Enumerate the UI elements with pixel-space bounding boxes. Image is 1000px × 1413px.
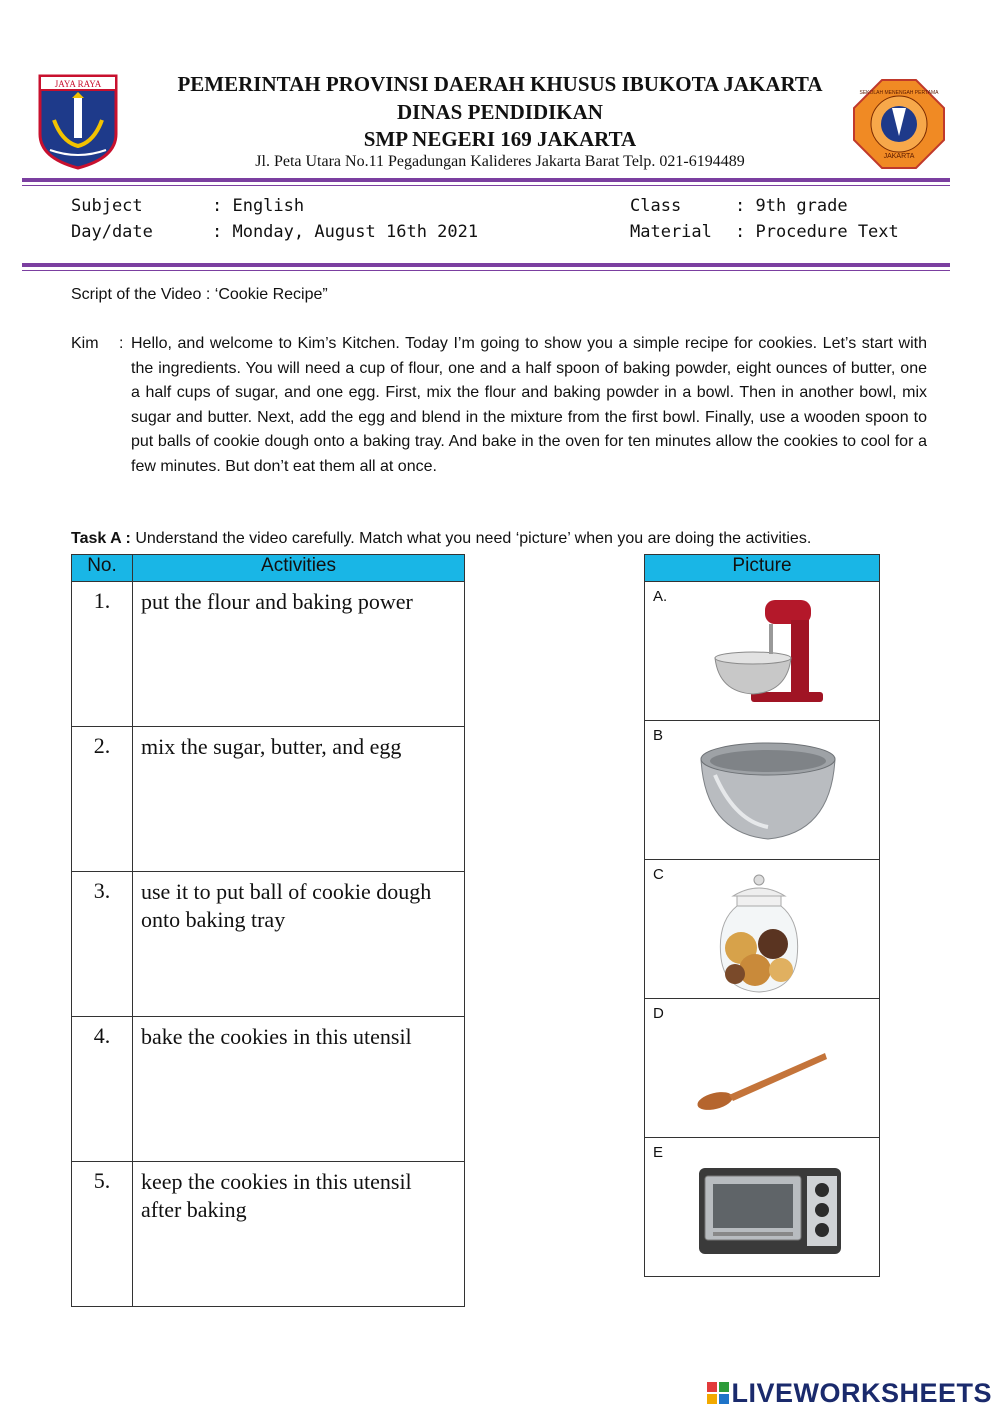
class-value: : 9th grade <box>735 196 848 216</box>
activity-row <box>72 582 465 727</box>
cookie-jar-icon <box>695 874 835 996</box>
header-address: Jl. Peta Utara No.11 Pegadungan Kalideres Jakarta Barat Telp. 021-6194489 <box>255 153 745 170</box>
wooden-spoon-icon <box>695 1013 835 1123</box>
script-title: Script of the Video : ‘Cookie Recipe” <box>71 286 328 303</box>
column-header-activities: Activities <box>133 555 465 582</box>
header-line-3: SMP NEGERI 169 JAKARTA <box>363 127 637 151</box>
material-value: : Procedure Text <box>735 222 899 242</box>
activity-row <box>72 1162 465 1307</box>
material-label: Material <box>630 222 712 242</box>
info-divider <box>22 263 950 267</box>
day-label: Day/date <box>71 222 153 242</box>
activity-number: 4. <box>72 1017 133 1162</box>
task-label: Task A : <box>71 530 131 547</box>
activities-table <box>71 554 465 1307</box>
school-logo-city: JAKARTA <box>883 153 915 160</box>
activity-number: 1. <box>72 582 133 727</box>
activity-row <box>72 872 465 1017</box>
picture-cell-d[interactable] <box>645 999 880 1138</box>
picture-cell-e[interactable] <box>645 1138 880 1277</box>
header-line-1: PEMERINTAH PROVINSI DAERAH KHUSUS IBUKOTA JAKARTA <box>177 72 823 96</box>
column-header-no: No. <box>72 555 133 582</box>
header-line-2: DINAS PENDIDIKAN <box>397 100 603 124</box>
activity-number: 5. <box>72 1162 133 1307</box>
column-header-picture: Picture <box>645 555 880 582</box>
stand-mixer-icon <box>695 596 835 716</box>
mixing-bowl-icon <box>695 735 841 845</box>
activity-row <box>72 1017 465 1162</box>
activity-row <box>72 727 465 872</box>
activity-text: put the flour and baking power <box>133 582 465 727</box>
activity-text: use it to put ball of cookie dough onto baking tray <box>133 872 465 1017</box>
picture-letter: B <box>653 727 664 744</box>
activity-number: 2. <box>72 727 133 872</box>
task-text: Understand the video carefully. Match what you need ‘picture’ when you are doing the activities. <box>130 530 812 547</box>
activity-text: mix the sugar, butter, and egg <box>133 727 465 872</box>
picture-letter: C <box>653 866 664 883</box>
liveworksheets-text: LIVEWORKSHEETS <box>731 1378 992 1408</box>
subject-value: : English <box>212 196 305 216</box>
picture-cell-a[interactable] <box>645 582 880 721</box>
liveworksheets-icon <box>707 1380 729 1402</box>
activity-text: bake the cookies in this utensil <box>133 1017 465 1162</box>
speaker-colon: : <box>119 335 124 352</box>
activity-text: keep the cookies in this utensil after baking <box>133 1162 465 1307</box>
jaya-raya-text: JAYA RAYA <box>54 79 102 89</box>
speaker-name: Kim <box>71 335 99 352</box>
day-value: : Monday, August 16th 2021 <box>212 222 479 242</box>
jakarta-logo <box>36 72 120 170</box>
picture-cell-b[interactable] <box>645 721 880 860</box>
picture-cell-c[interactable] <box>645 860 880 999</box>
liveworksheets-logo[interactable] <box>707 1378 992 1409</box>
picture-letter: A. <box>653 588 668 605</box>
header-divider-top <box>22 178 950 182</box>
subject-label: Subject <box>71 196 143 216</box>
script-text: Hello, and welcome to Kim’s Kitchen. Today I’m going to show you a simple recipe for cookies. Let’s start with the ingredients. You will need a cup of flour, one and a half spoon of baking powder, eight ounces of butter, one a half cups of sugar, and one egg. First, mix the flour and baking powder in a bowl. Then in another bowl, mix sugar and butter. Next, add the egg and blend in the mixture from the first bowl. Finally, use a wooden spoon to put balls of cookie dough onto a baking tray. And bake in the oven for ten minutes allow the cookies to cool for a few minutes. But don’t eat them all at once. <box>131 335 927 475</box>
activity-number: 3. <box>72 872 133 1017</box>
info-divider-thin <box>22 270 950 271</box>
header-divider-top-thin <box>22 185 950 186</box>
picture-table <box>644 554 880 1277</box>
school-logo-text: SEKOLAH MENENGAH PERTAMA <box>859 90 939 96</box>
class-label: Class <box>630 196 682 216</box>
picture-letter: E <box>653 1144 664 1161</box>
task-instruction <box>71 530 811 548</box>
picture-letter: D <box>653 1005 664 1022</box>
school-logo <box>852 78 946 170</box>
toaster-oven-icon <box>695 1152 845 1264</box>
